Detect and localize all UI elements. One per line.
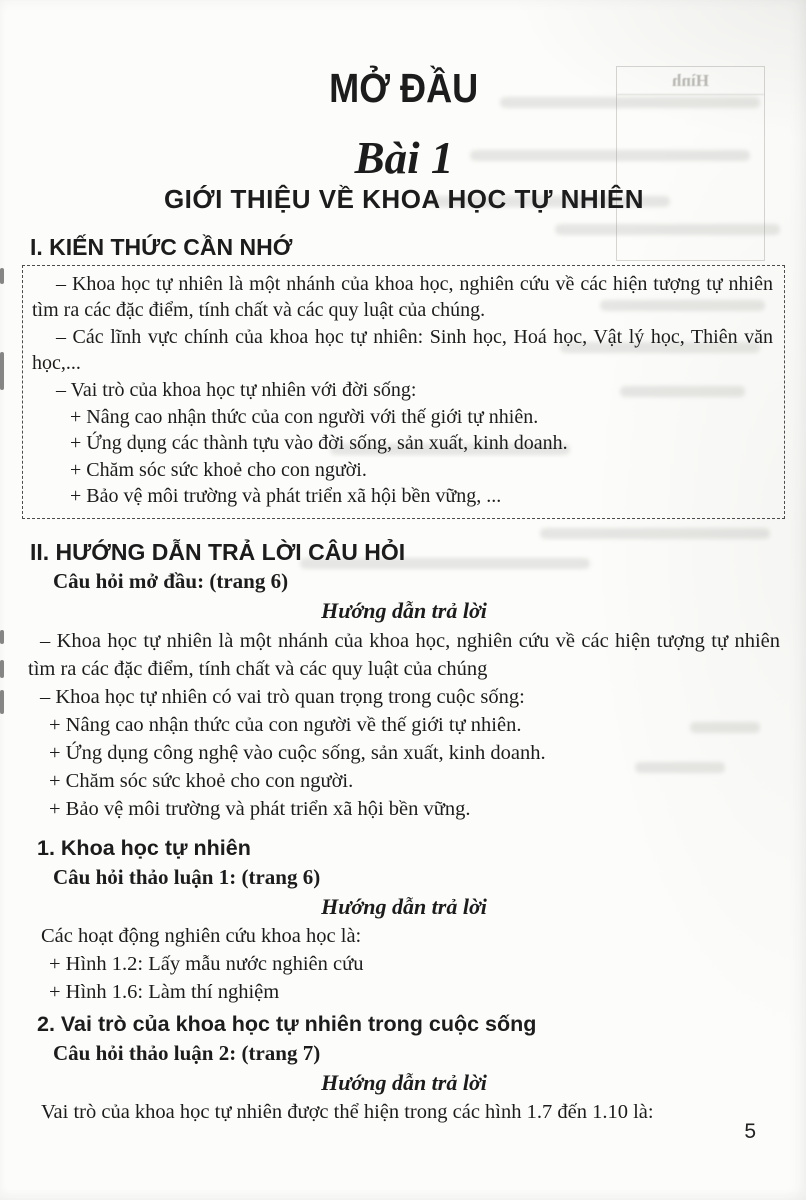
text-line: + Ứng dụng công nghệ vào cuộc sống, sản xuất, kinh doanh. [49,741,546,764]
text-line: + Nâng cao nhận thức của con người với thế giới tự nhiên. [70,405,539,428]
question-label-opening: Câu hỏi mở đầu: (trang 6) [53,568,289,593]
answer-lines-topic1 [28,922,780,1006]
section-heading-answers: II. HƯỚNG DẪN TRẢ LỜI CÂU HỎI [30,538,406,565]
text-line: + Chăm sóc sức khoẻ cho con người. [49,769,354,792]
text-line: + Chăm sóc sức khoẻ cho con người. [70,458,367,481]
page-content [0,65,806,1126]
guide-heading: Hướng dẫn trả lời [321,1069,487,1095]
answer-lines-topic2 [28,1098,780,1126]
text-line: – Khoa học tự nhiên là một nhánh của khoa học, nghiên cứu về các hiện tượng tự nhiên tìm ra các đặc điểm, tính chất và các quy luật của chúng. [32,272,773,322]
text-line: Các hoạt động nghiên cứu khoa học là: [41,924,362,947]
topic-heading-2: 2. Vai trò của khoa học tự nhiên trong cuộc sống [37,1011,537,1036]
bleed-through-table-header: Hình [617,67,764,95]
text-line: + Bảo vệ môi trường và phát triển xã hội bền vững, ... [70,485,502,508]
guide-heading: Hướng dẫn trả lời [321,597,487,623]
text-line: Vai trò của khoa học tự nhiên được thể hiện trong các hình 1.7 đến 1.10 là: [41,1100,654,1123]
lesson-title: GIỚI THIỆU VỀ KHOA HỌC TỰ NHIÊN [163,184,645,214]
answer-lines-opening [28,627,780,823]
text-line: + Hình 1.2: Lấy mẫu nước nghiên cứu [49,952,364,975]
guide-heading: Hướng dẫn trả lời [321,893,487,919]
question-label-topic1: Câu hỏi thảo luận 1: (trang 6) [53,864,321,889]
text-line: – Các lĩnh vực chính của khoa học tự nhiên: Sinh học, Hoá học, Vật lý học, Thiên văn học,... [32,325,773,375]
text-line: + Ứng dụng các thành tựu vào đời sống, sản xuất, kinh doanh. [70,432,568,455]
lesson-number: Bài 1 [354,133,454,183]
page-number: 5 [744,1120,756,1143]
knowledge-summary-box [22,265,785,519]
section-heading-knowledge: I. KIẾN THỨC CẦN NHỚ [30,233,293,260]
part-title-text: MỞ ĐẦU [329,65,479,111]
text-line: – Khoa học tự nhiên là một nhánh của khoa học, nghiên cứu về các hiện tượng tự nhiên tìm ra các đặc điểm, tính chất và các quy luật của chúng [28,629,780,680]
text-line: + Bảo vệ môi trường và phát triển xã hội bền vững. [49,797,471,820]
text-line: + Nâng cao nhận thức của con người về thế giới tự nhiên. [49,713,522,736]
text-line: – Khoa học tự nhiên có vai trò quan trọng trong cuộc sống: [40,685,525,708]
text-line: – Vai trò của khoa học tự nhiên với đời sống: [56,378,417,401]
topic-heading-1: 1. Khoa học tự nhiên [37,835,251,860]
part-title [28,65,780,111]
question-label-topic2: Câu hỏi thảo luận 2: (trang 7) [53,1040,321,1065]
text-line: + Hình 1.6: Làm thí nghiệm [49,980,280,1003]
